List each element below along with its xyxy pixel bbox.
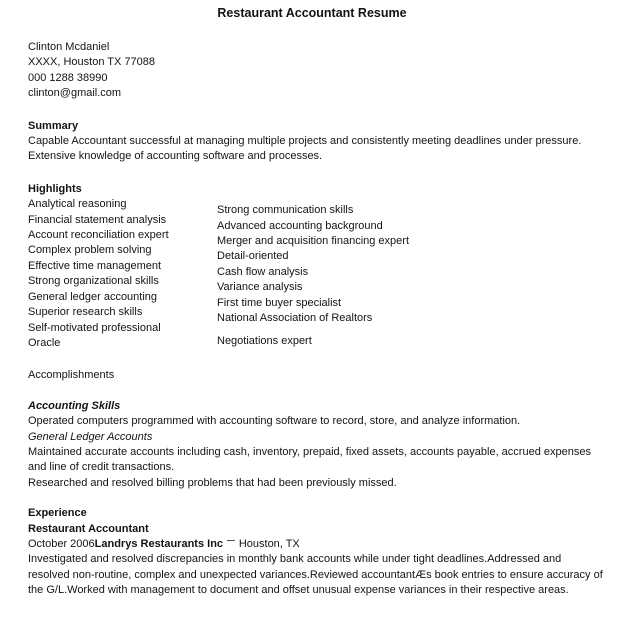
contact-address: XXXX, Houston TX 77088 [28,56,155,69]
company-name: Landrys Restaurants Inc [94,537,224,550]
highlight-item: Advanced accounting background [217,219,383,232]
highlight-item: Self-motivated professional [28,321,161,334]
summary-heading: Summary [28,119,79,132]
accounting-skills-text: Operated computers programmed with accounting software to record, store, and analyze information. [28,415,521,428]
experience-heading: Experience [28,507,87,520]
accomplishments-heading: Accomplishments [28,369,115,382]
contact-email: clinton@gmail.com [28,87,122,100]
highlights-left-column [28,197,217,351]
page-title: Restaurant Accountant Resume [217,6,407,20]
job-location: Houston, TX [238,537,300,550]
highlight-item: Variance analysis [217,281,303,294]
highlights-columns [28,197,604,351]
general-ledger-heading: General Ledger Accounts [28,430,153,443]
highlights-heading: Highlights [28,182,82,195]
highlight-item: Effective time management [28,259,162,272]
highlight-item: Cash flow analysis [217,265,309,278]
accounting-skills-heading: Accounting Skills [28,399,121,412]
highlight-item: Negotiations expert [217,334,312,347]
highlight-item: Complex problem solving [28,244,152,257]
highlight-item: Superior research skills [28,306,143,319]
highlight-item: Oracle [28,336,61,349]
summary-text: Capable Accountant successful at managing multiple projects and consistently meeting deadlines under pressure. Extensive knowledge of accounting software and processes. [28,135,582,163]
highlight-item: National Association of Realtors [217,312,373,325]
highlight-item: Analytical reasoning [28,198,127,211]
highlight-item: Strong communication skills [217,204,354,217]
contact-phone: 000 1288 38990 [28,71,108,84]
job-date: October 2006 [28,537,95,550]
highlight-item: Strong organizational skills [28,275,159,288]
job-title: Restaurant Accountant [28,522,149,535]
contact-block [28,40,604,102]
job-meta-line [28,534,604,552]
highlight-item: Financial statement analysis [28,213,167,226]
highlight-item: First time buyer specialist [217,296,342,309]
highlight-item: Merger and acquisition financing expert [217,235,410,248]
highlight-item: General ledger accounting [28,290,158,303]
highlights-right-column [217,197,409,351]
highlight-item: Account reconciliation expert [28,229,169,242]
dash-separator: ─ [227,534,235,547]
general-ledger-text: Maintained accurate accounts including cash, inventory, prepaid, fixed assets, accounts payable, accrued expenses and line of credit transactions. [28,445,591,474]
highlight-item: Detail-oriented [217,250,289,263]
experience-description: Investigated and resolved discrepancies in monthly bank accounts while under tight deadlines.Addressed and resolved non-routine, complex and unexpected variances.Reviewed accountantÆs book entries to ensure accuracy of the G/L.Worked with management to document and offset unusual expense variances in their respective areas. [28,553,603,597]
contact-name: Clinton Mcdaniel [28,41,110,53]
research-text: Researched and resolved billing problems that had been previously missed. [28,476,397,489]
